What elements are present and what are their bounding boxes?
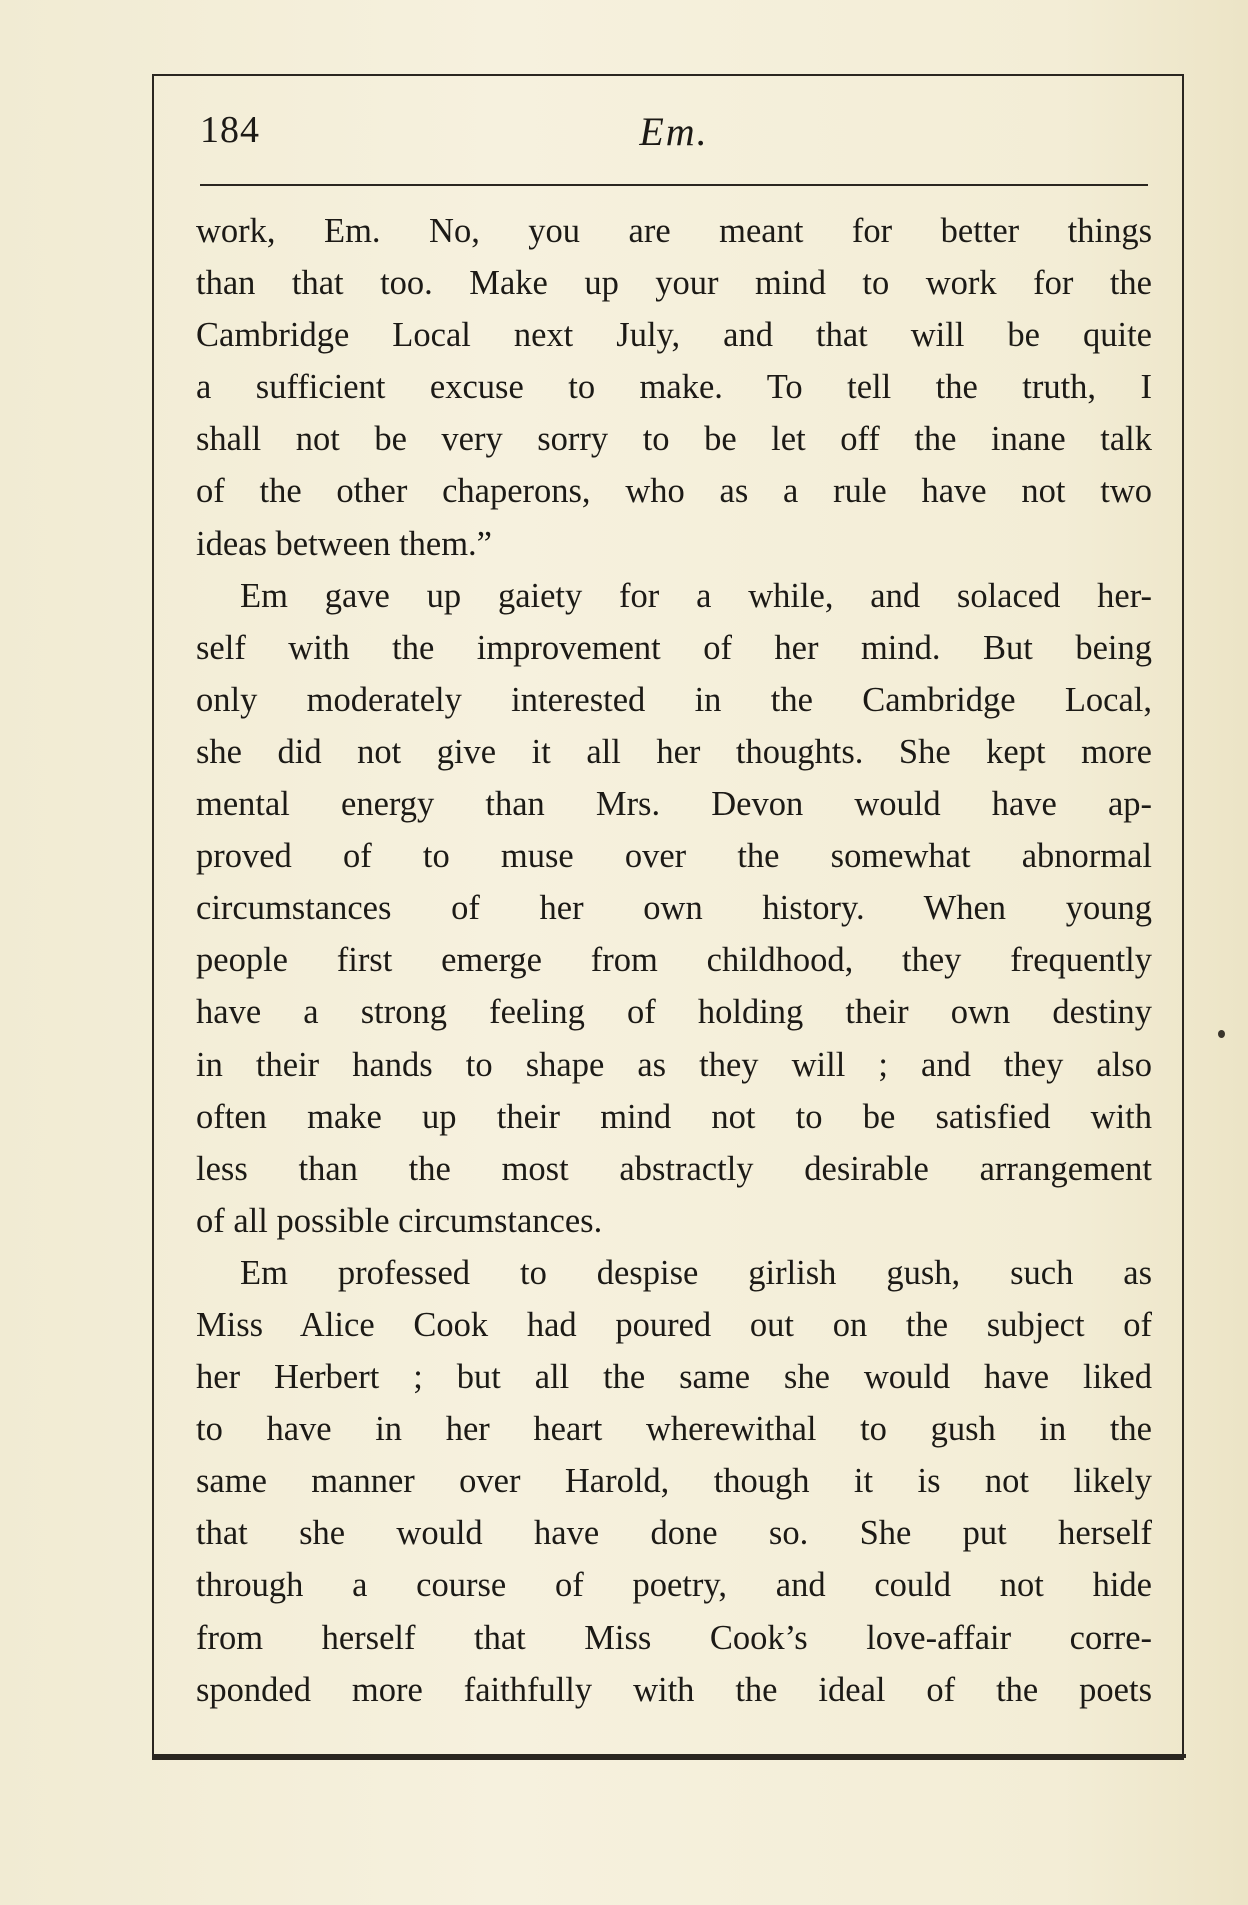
- text-line: mental energy than Mrs. Devon would have ap-: [196, 785, 1152, 824]
- header-rule: [200, 184, 1148, 186]
- text-line: of all possible circumstances.: [196, 1201, 603, 1240]
- text-line: work, Em. No, you are meant for better things: [196, 212, 1152, 250]
- text-line: in their hands to shape as they will ; and they also: [196, 1045, 1152, 1084]
- text-line: shall not be very sorry to be let off the inane talk: [196, 420, 1152, 459]
- text-line: only moderately interested in the Cambridge Local,: [196, 680, 1152, 719]
- text-line: of the other chaperons, who as a rule have not two: [196, 472, 1152, 511]
- text-line: circumstances of her own history. When young: [196, 889, 1152, 928]
- paper-speck: [1218, 1030, 1225, 1038]
- text-line: proved of to muse over the somewhat abnormal: [196, 837, 1152, 876]
- text-line: sponded more faithfully with the ideal of the poets: [196, 1670, 1152, 1709]
- text-line: less than the most abstractly desirable arrangement: [196, 1149, 1152, 1188]
- text-line: people first emerge from childhood, they frequently: [196, 941, 1152, 980]
- text-line: same manner over Harold, though it is not likely: [196, 1462, 1152, 1501]
- page-border-bottom-rule: [152, 1754, 1186, 1758]
- text-line: her Herbert ; but all the same she would have liked: [196, 1358, 1152, 1397]
- page-header: [200, 108, 1148, 168]
- text-line: a sufficient excuse to make. To tell the truth, I: [196, 368, 1152, 407]
- text-line: have a strong feeling of holding their own destiny: [196, 993, 1152, 1032]
- page-number: 184: [200, 109, 260, 151]
- body-text: [196, 205, 1152, 1716]
- text-line: Miss Alice Cook had poured out on the subject of: [196, 1305, 1152, 1344]
- text-line: self with the improvement of her mind. But being: [196, 628, 1152, 667]
- text-line: than that too. Make up your mind to work for the: [196, 264, 1152, 303]
- text-line: Em gave up gaiety for a while, and solaced her-: [240, 576, 1152, 615]
- text-line: from herself that Miss Cook’s love-affair corre-: [196, 1618, 1152, 1657]
- running-title: Em.: [639, 109, 709, 154]
- text-line: often make up their mind not to be satisfied with: [196, 1097, 1152, 1136]
- text-line: through a course of poetry, and could not hide: [196, 1566, 1152, 1605]
- text-line: that she would have done so. She put herself: [196, 1514, 1152, 1553]
- text-line: she did not give it all her thoughts. She kept more: [196, 732, 1152, 771]
- text-line: ideas between them.”: [196, 524, 492, 563]
- text-line: Em professed to despise girlish gush, such as: [240, 1253, 1152, 1292]
- text-line: Cambridge Local next July, and that will be quite: [196, 316, 1152, 355]
- text-line: to have in her heart wherewithal to gush in the: [196, 1410, 1152, 1449]
